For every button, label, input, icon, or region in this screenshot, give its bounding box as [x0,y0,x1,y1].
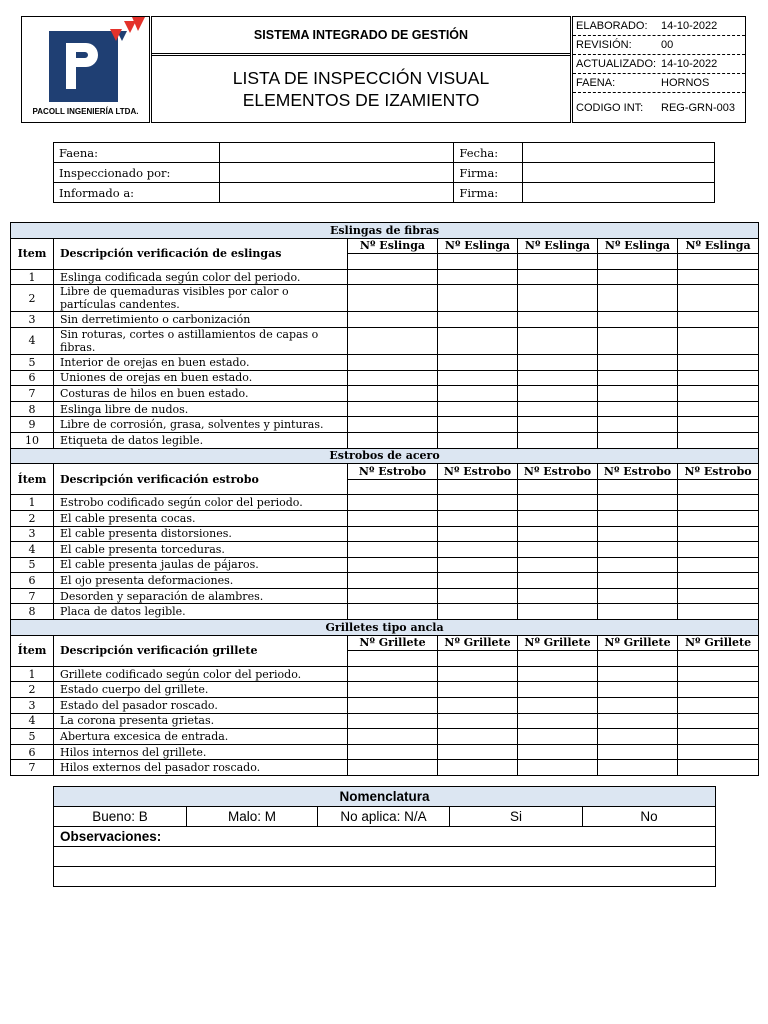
check-cell[interactable] [348,312,438,328]
item-description: Abertura excesica de entrada. [54,729,348,745]
item-number: 1 [11,666,54,682]
check-cell[interactable] [348,510,438,526]
item-description: Eslinga libre de nudos. [54,401,348,417]
company-logo [22,17,149,119]
check-cell[interactable] [678,354,759,370]
check-cell[interactable] [438,604,518,620]
check-cell[interactable] [518,682,598,698]
check-cell[interactable] [598,312,678,328]
check-cell[interactable] [598,542,678,558]
nomenclature-table [53,786,716,887]
system-title: SISTEMA INTEGRADO DE GESTIÓN [151,17,572,55]
firma-label: Firma: [454,183,523,203]
check-cell[interactable] [438,729,518,745]
check-cell[interactable] [438,432,518,448]
section-title: Eslingas de fibras [11,223,759,239]
table-row [11,312,759,328]
check-cell[interactable] [678,312,759,328]
table-row [11,401,759,417]
check-cell[interactable] [348,495,438,511]
item-number: 7 [11,386,54,402]
check-cell[interactable] [518,666,598,682]
check-cell[interactable] [598,760,678,776]
check-cell[interactable] [598,682,678,698]
item-number: 1 [11,269,54,285]
document-header [21,16,746,123]
description-header: Descripción verificación grillete [54,635,348,666]
check-cell[interactable] [678,401,759,417]
number-column-header: Nº Eslinga [438,238,518,254]
check-cell[interactable] [678,269,759,285]
logo-cell [22,17,151,123]
item-description: Interior de orejas en buen estado. [54,354,348,370]
check-cell[interactable] [348,417,438,433]
table-row [11,510,759,526]
check-cell[interactable] [598,401,678,417]
table-row [11,557,759,573]
check-cell[interactable] [518,713,598,729]
check-cell[interactable] [678,526,759,542]
section-header-row [11,635,759,651]
check-cell[interactable] [598,370,678,386]
item-description: El cable presenta cocas. [54,510,348,526]
fecha-field[interactable] [523,143,715,163]
item-number: 6 [11,573,54,589]
check-cell[interactable] [438,542,518,558]
number-column-header: Nº Eslinga [678,238,759,254]
check-cell[interactable] [518,417,598,433]
item-number: 4 [11,542,54,558]
table-row [11,573,759,589]
check-cell[interactable] [518,354,598,370]
informado-label: Informado a: [54,183,220,203]
faena-field[interactable] [219,143,454,163]
item-number: 9 [11,417,54,433]
check-cell[interactable] [518,729,598,745]
item-description: Estrobo codificado según color del periodo. [54,495,348,511]
item-description: Libre de quemaduras visibles por calor o partículas candentes. [54,285,348,312]
check-cell[interactable] [678,510,759,526]
table-row [11,370,759,386]
check-cell[interactable] [348,432,438,448]
check-cell[interactable] [348,269,438,285]
check-cell[interactable] [438,386,518,402]
check-cell[interactable] [438,401,518,417]
check-cell[interactable] [678,604,759,620]
meta-row-actualizado: ACTUALIZADO: 14-10-2022 [573,55,745,74]
check-cell[interactable] [678,682,759,698]
check-cell[interactable] [678,573,759,589]
item-description: Eslinga codificada según color del periodo. [54,269,348,285]
number-entry-cell[interactable] [678,651,759,667]
item-description: El cable presenta distorsiones. [54,526,348,542]
number-entry-cell[interactable] [438,479,518,495]
number-entry-cell[interactable] [348,479,438,495]
section-title-row [11,223,759,239]
section-title-row [11,448,759,464]
info-table [53,142,715,203]
check-cell[interactable] [348,604,438,620]
check-cell[interactable] [348,760,438,776]
check-cell[interactable] [678,495,759,511]
item-number: 8 [11,604,54,620]
table-row [11,713,759,729]
check-cell[interactable] [518,370,598,386]
number-column-header: Nº Grillete [678,635,759,651]
table-row [11,588,759,604]
check-cell[interactable] [518,557,598,573]
check-cell[interactable] [348,370,438,386]
check-cell[interactable] [518,269,598,285]
inspeccionado-field[interactable] [219,163,454,183]
number-column-header: Nº Estrobo [348,464,438,480]
item-number: 2 [11,682,54,698]
check-cell[interactable] [518,760,598,776]
fecha-label: Fecha: [454,143,523,163]
table-row [11,698,759,714]
item-description: El cable presenta torceduras. [54,542,348,558]
check-cell[interactable] [518,401,598,417]
table-row [11,542,759,558]
check-cell[interactable] [598,744,678,760]
number-column-header: Nº Eslinga [598,238,678,254]
item-number: 1 [11,495,54,511]
check-cell[interactable] [348,698,438,714]
number-entry-cell[interactable] [678,479,759,495]
document-meta [572,17,746,123]
number-column-header: Nº Estrobo [438,464,518,480]
check-cell[interactable] [348,542,438,558]
check-cell[interactable] [598,327,678,354]
check-cell[interactable] [518,327,598,354]
check-cell[interactable] [518,432,598,448]
check-cell[interactable] [438,573,518,589]
check-cell[interactable] [678,666,759,682]
item-number: 7 [11,760,54,776]
check-cell[interactable] [348,713,438,729]
check-cell[interactable] [598,573,678,589]
check-cell[interactable] [598,604,678,620]
check-cell[interactable] [598,354,678,370]
item-number: 3 [11,698,54,714]
check-cell[interactable] [348,588,438,604]
table-row [11,269,759,285]
check-cell[interactable] [438,744,518,760]
nomenclature-item: No [583,807,716,827]
number-column-header: Nº Estrobo [518,464,598,480]
item-description: Hilos externos del pasador roscado. [54,760,348,776]
check-cell[interactable] [678,327,759,354]
item-number: 7 [11,588,54,604]
section-title-row [11,620,759,636]
number-entry-cell[interactable] [518,479,598,495]
table-row [11,526,759,542]
check-cell[interactable] [678,285,759,312]
table-row [11,760,759,776]
firma-label: Firma: [454,163,523,183]
number-entry-cell[interactable] [598,651,678,667]
number-entry-cell[interactable] [438,254,518,270]
check-cell[interactable] [678,744,759,760]
check-cell[interactable] [348,285,438,312]
check-cell[interactable] [518,604,598,620]
item-description: Libre de corrosión, grasa, solventes y pinturas. [54,417,348,433]
check-cell[interactable] [678,588,759,604]
check-cell[interactable] [518,698,598,714]
item-description: Uniones de orejas en buen estado. [54,370,348,386]
check-cell[interactable] [598,495,678,511]
firma-field[interactable] [523,163,715,183]
observations-line[interactable] [54,867,716,887]
section-header-row [11,238,759,254]
number-entry-cell[interactable] [598,254,678,270]
info-row [54,143,715,163]
check-cell[interactable] [518,495,598,511]
check-cell[interactable] [438,760,518,776]
check-cell[interactable] [438,713,518,729]
check-cell[interactable] [518,510,598,526]
check-cell[interactable] [438,526,518,542]
item-description: Placa de datos legible. [54,604,348,620]
check-cell[interactable] [598,729,678,745]
check-cell[interactable] [348,386,438,402]
item-number: 4 [11,713,54,729]
check-cell[interactable] [438,557,518,573]
nomenclature-item: Malo: M [187,807,318,827]
faena-label: Faena: [54,143,220,163]
item-description: Sin derretimiento o carbonización [54,312,348,328]
check-cell[interactable] [598,588,678,604]
info-row [54,163,715,183]
meta-row-elaborado: ELABORADO: 14-10-2022 [573,17,745,36]
number-entry-cell[interactable] [678,254,759,270]
table-row [11,729,759,745]
table-row [11,604,759,620]
check-cell[interactable] [438,510,518,526]
table-row [11,432,759,448]
check-cell[interactable] [348,557,438,573]
check-cell[interactable] [438,327,518,354]
check-cell[interactable] [438,285,518,312]
nomenclature-item: No aplica: N/A [318,807,450,827]
check-cell[interactable] [438,417,518,433]
check-cell[interactable] [598,557,678,573]
check-cell[interactable] [518,588,598,604]
number-column-header: Nº Grillete [518,635,598,651]
check-cell[interactable] [598,269,678,285]
check-cell[interactable] [598,526,678,542]
item-number: 3 [11,526,54,542]
nomenclature-item: Si [450,807,583,827]
number-column-header: Nº Eslinga [348,238,438,254]
item-description: La corona presenta grietas. [54,713,348,729]
check-cell[interactable] [518,386,598,402]
company-name: PACOLL INGENIERÍA LTDA. [32,107,139,116]
item-description: Etiqueta de datos legible. [54,432,348,448]
item-number: 10 [11,432,54,448]
item-number: 4 [11,327,54,354]
description-header: Descripción verificación de eslingas [54,238,348,269]
number-entry-cell[interactable] [598,479,678,495]
nomenclature-item: Bueno: B [54,807,187,827]
item-number: 5 [11,557,54,573]
check-cell[interactable] [598,285,678,312]
check-cell[interactable] [438,698,518,714]
item-description: Estado cuerpo del grillete. [54,682,348,698]
check-cell[interactable] [348,682,438,698]
check-cell[interactable] [348,744,438,760]
number-column-header: Nº Estrobo [678,464,759,480]
item-description: Desorden y separación de alambres. [54,588,348,604]
section-title: Grilletes tipo ancla [11,620,759,636]
check-cell[interactable] [598,666,678,682]
check-cell[interactable] [348,666,438,682]
check-cell[interactable] [518,744,598,760]
item-description: Costuras de hilos en buen estado. [54,386,348,402]
check-cell[interactable] [678,370,759,386]
number-entry-cell[interactable] [348,254,438,270]
informado-field[interactable] [219,183,454,203]
number-column-header: Nº Estrobo [598,464,678,480]
check-cell[interactable] [678,713,759,729]
item-number: 8 [11,401,54,417]
check-cell[interactable] [348,729,438,745]
item-number: 6 [11,744,54,760]
check-cell[interactable] [438,354,518,370]
check-cell[interactable] [598,432,678,448]
meta-row-revision: REVISIÓN: 00 [573,36,745,55]
check-cell[interactable] [518,285,598,312]
section-header-row [11,464,759,480]
item-header: Ítem [11,464,54,495]
check-cell[interactable] [598,417,678,433]
check-cell[interactable] [348,401,438,417]
check-cell[interactable] [438,269,518,285]
item-description: El cable presenta jaulas de pájaros. [54,557,348,573]
item-header: Item [11,238,54,269]
item-description: Grillete codificado según color del periodo. [54,666,348,682]
item-description: Hilos internos del grillete. [54,744,348,760]
number-entry-cell[interactable] [518,651,598,667]
table-row [11,666,759,682]
table-row [11,354,759,370]
check-cell[interactable] [518,526,598,542]
check-cell[interactable] [678,557,759,573]
table-row [11,495,759,511]
check-cell[interactable] [518,312,598,328]
check-cell[interactable] [678,729,759,745]
check-cell[interactable] [678,432,759,448]
number-column-header: Nº Grillete [598,635,678,651]
check-cell[interactable] [518,542,598,558]
check-cell[interactable] [678,542,759,558]
number-column-header: Nº Eslinga [518,238,598,254]
item-header: Ítem [11,635,54,666]
nomenclature-title: Nomenclatura [54,787,716,807]
check-cell[interactable] [438,370,518,386]
number-column-header: Nº Grillete [348,635,438,651]
check-cell[interactable] [438,666,518,682]
item-number: 3 [11,312,54,328]
table-row [11,285,759,312]
check-cell[interactable] [438,588,518,604]
check-cell[interactable] [348,573,438,589]
check-cell[interactable] [438,682,518,698]
table-row [11,386,759,402]
check-cell[interactable] [678,760,759,776]
check-cell[interactable] [598,698,678,714]
table-row [11,327,759,354]
meta-row-codigo: CODIGO INT: REG-GRN-003 [576,101,735,114]
item-description: Estado del pasador roscado. [54,698,348,714]
firma-field[interactable] [523,183,715,203]
item-number: 6 [11,370,54,386]
inspection-table [10,222,759,776]
number-entry-cell[interactable] [518,254,598,270]
item-number: 2 [11,285,54,312]
item-number: 5 [11,354,54,370]
document-title: LISTA DE INSPECCIÓN VISUAL ELEMENTOS DE IZAMIENTO [151,55,572,123]
item-number: 2 [11,510,54,526]
table-row [11,417,759,433]
check-cell[interactable] [598,386,678,402]
check-cell[interactable] [678,417,759,433]
check-cell[interactable] [348,327,438,354]
item-description: Sin roturas, cortes o astillamientos de capas o fibras. [54,327,348,354]
check-cell[interactable] [438,495,518,511]
number-entry-cell[interactable] [348,651,438,667]
check-cell[interactable] [678,698,759,714]
check-cell[interactable] [348,526,438,542]
number-column-header: Nº Grillete [438,635,518,651]
check-cell[interactable] [678,386,759,402]
observations-label: Observaciones: [54,827,716,847]
description-header: Descripción verificación estrobo [54,464,348,495]
section-title: Estrobos de acero [11,448,759,464]
table-row [11,744,759,760]
observations-line[interactable] [54,847,716,867]
check-cell[interactable] [348,354,438,370]
check-cell[interactable] [518,573,598,589]
item-description: El ojo presenta deformaciones. [54,573,348,589]
check-cell[interactable] [598,713,678,729]
check-cell[interactable] [598,510,678,526]
inspeccionado-label: Inspeccionado por: [54,163,220,183]
info-row [54,183,715,203]
number-entry-cell[interactable] [438,651,518,667]
check-cell[interactable] [438,312,518,328]
table-row [11,682,759,698]
meta-row-faena: FAENA: HORNOS [573,74,745,93]
item-number: 5 [11,729,54,745]
